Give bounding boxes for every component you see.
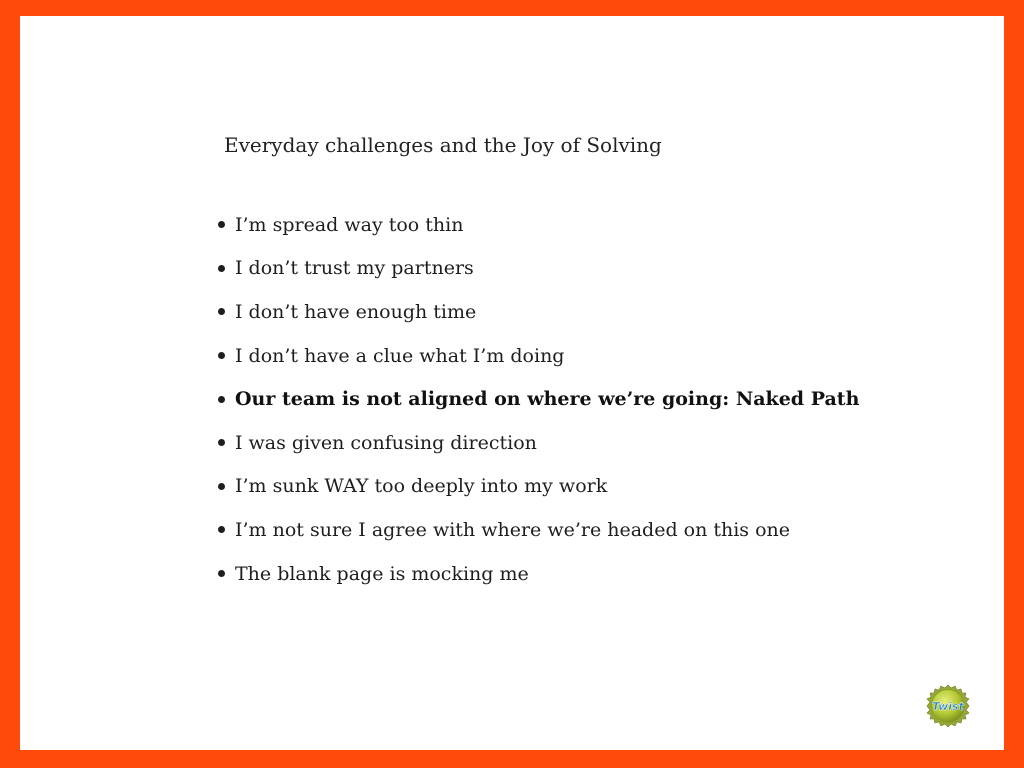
bullet-dot (218, 483, 225, 490)
bullet-dot (218, 352, 225, 359)
bullet-item (218, 465, 859, 509)
bullet-item (218, 552, 859, 596)
bullet-item (218, 203, 859, 247)
bullet-text: The blank page is mocking me (235, 562, 529, 585)
bullet-dot (218, 308, 225, 315)
bullet-dot (218, 570, 225, 577)
bullet-dot (218, 439, 225, 446)
bullet-dot (218, 526, 225, 533)
bullet-item (218, 290, 859, 334)
logo-text: Twist (932, 700, 964, 713)
slide-title: Everyday challenges and the Joy of Solving (224, 133, 662, 157)
bullet-text: I was given confusing direction (235, 431, 537, 454)
bullet-dot (218, 221, 225, 228)
bullet-item (218, 508, 859, 552)
bullet-text: I’m not sure I agree with where we’re headed on this one (235, 518, 791, 541)
bullet-dot (218, 265, 225, 272)
bullet-text: I don’t have enough time (235, 300, 477, 323)
bullet-item (218, 421, 859, 465)
bottlecap-icon (926, 684, 970, 728)
twist-logo-icon (926, 684, 970, 728)
bullet-text: I don’t have a clue what I’m doing (235, 344, 565, 367)
bullet-text: Our team is not aligned on where we’re going: Naked Path (235, 388, 860, 411)
bullet-item-highlighted (218, 377, 859, 421)
bullet-list (218, 203, 859, 595)
bullet-item (218, 334, 859, 378)
bullet-text: I’m spread way too thin (235, 213, 464, 236)
bullet-dot (218, 396, 225, 403)
bullet-item (218, 247, 859, 291)
bullet-text: I’m sunk WAY too deeply into my work (235, 475, 608, 498)
bullet-text: I don’t trust my partners (235, 257, 474, 280)
